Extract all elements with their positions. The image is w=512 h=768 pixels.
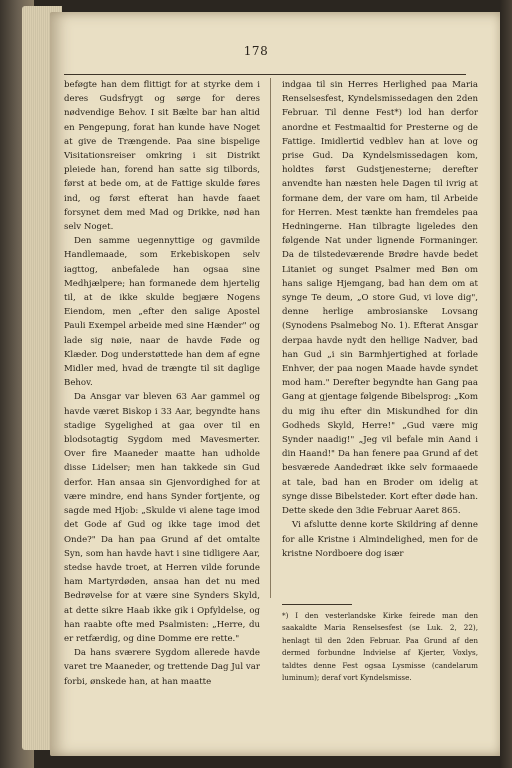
paragraph: Da hans sværere Sygdom allerede havde varet tre Maaneder, og trettende Dag Jul var forbi, ønskede han, at han maatte [64, 648, 260, 687]
paragraph: Vi afslutte denne korte Skildring af denne for alle Kristne i Almindelighed, men for de kristne Nordboere dog især [282, 520, 478, 559]
right-column [282, 78, 478, 561]
footnote-rule [282, 604, 352, 605]
paragraph: Den samme uegennyttige og gavmilde Handlemaade, som Erkebiskopen selv iagttog, anbefalede han ogsaa sine Medhjælpere; han formanede dem hjertelig til, at de ikke skulde begjære Nogens Eiendom, men „efter den salige Apostel Pauli Exempel arbeide med sine Hænder" og lade sig nøie, naar de havde Føde og Klæder. Dog understøttede han dem af egne Midler med, hvad de trængte til sit daglige Behov. [64, 236, 260, 389]
paragraph: Da Ansgar var bleven 63 Aar gammel og havde været Biskop i 33 Aar, begyndte hans stadige Sygelighed at gaa over til en blodsotagtig Sygdom med Mavesmerter. Over fire Maaneder maatte han udholde disse Lidelser; men han takkede sin Gud derfor. Han ansaa sin Gjenvordighed for at være mindre, end hans Synder fortjente, og sagde med Hjob: „Skulde vi alene tage imod det Gode af Gud og ikke tage imod det Onde?" Da han paa Grund af det omtalte Syn, som han havde havt i sine tidligere Aar, stedse havde troet, at Herren vilde forunde ham Martyrdøden, ansaa han det nu med Bedrøvelse for at være sine Synders Skyld, at dette sikre Haab ikke gik i Opfyldelse, og han raabte ofte med Psalmisten: „Herre, du er retfærdig, og dine Domme ere rette." [64, 392, 260, 644]
left-column [64, 78, 260, 689]
footnote: *) I den vesterlandske Kirke feirede man den saakaldte Maria Renselsesfest (se Luk. 2, 22), henlagt til den 2den Februar. Paa Grund af den dermed forbundne Indvielse af Kjerter, Voxlys, taldtes denne Fest ogsaa Lysmisse (candelarum luminum); deraf vort Kyndelsmisse. [282, 611, 478, 683]
column-divider [270, 78, 271, 598]
paragraph: beføgte han dem flittigt for at styrke dem i deres Gudsfrygt og sørge for deres nødvendige Behov. I sit Bælte bar han altid en Pengepung, forat han kunde have Noget at give de Trængende. Paa sine bispelige Visitationsreiser omkring i sit Distrikt pleiede han, forend han satte sig tilbords, først at bede om, at de Fattige skulde føres ind, og først efterat han havde faaet forsynet dem med Mad og Drikke, nød han selv Noget. [64, 80, 260, 233]
paragraph: indgaa til sin Herres Herlighed paa Maria Renselsesfest, Kyndelsmissedagen den 2den Februar. Til denne Fest*) lod han derfor anordne et Festmaaltid for Presterne og de Fattige. Imidlertid vedblev han at love og prise Gud. Da Kyndelsmissedagen kom, holdtes først Gudstjenesterne; derefter anvendte han næsten hele Dagen til ivrig at formane dem, der vare om ham, til Arbeide for Herren. Mest tænkte han fremdeles paa Hedningerne. Han tilbragte ligeledes den følgende Nat under lignende Formaninger. Da de tilstedeværende Brødre havde bedet Litaniet og sunget Psalmer med Bøn om hans salige Hjemgang, bad han dem om at synge Te deum, „O store Gud, vi love dig", denne herlige ambrosianske Lovsang (Synodens Psalmebog No. 1). Efterat Ansgar derpaa havde nydt den hellige Nadver, bad han Gud „i sin Barmhjertighed at forlade Enhver, der paa nogen Maade havde syndet mod ham." Derefter begyndte han Gang paa Gang at gjentage følgende Bibelsprog: „Kom du mig ihu efter din Miskundhed for din Godheds Skyld, Herre!" „Gud være mig Synder naadig!" „Jeg vil befale min Aand i din Haand!" Da han fenere paa Grund af det besværede Aandedræt ikke selv formaaede at tale, bad han en Broder om idelig at synge disse Bibelsteder. Kort efter døde han. Dette skede den 3die Februar Aaret 865. [282, 80, 478, 517]
header-rule [64, 74, 466, 75]
page-number: 178 [243, 44, 269, 58]
next-page-edge [500, 0, 512, 768]
